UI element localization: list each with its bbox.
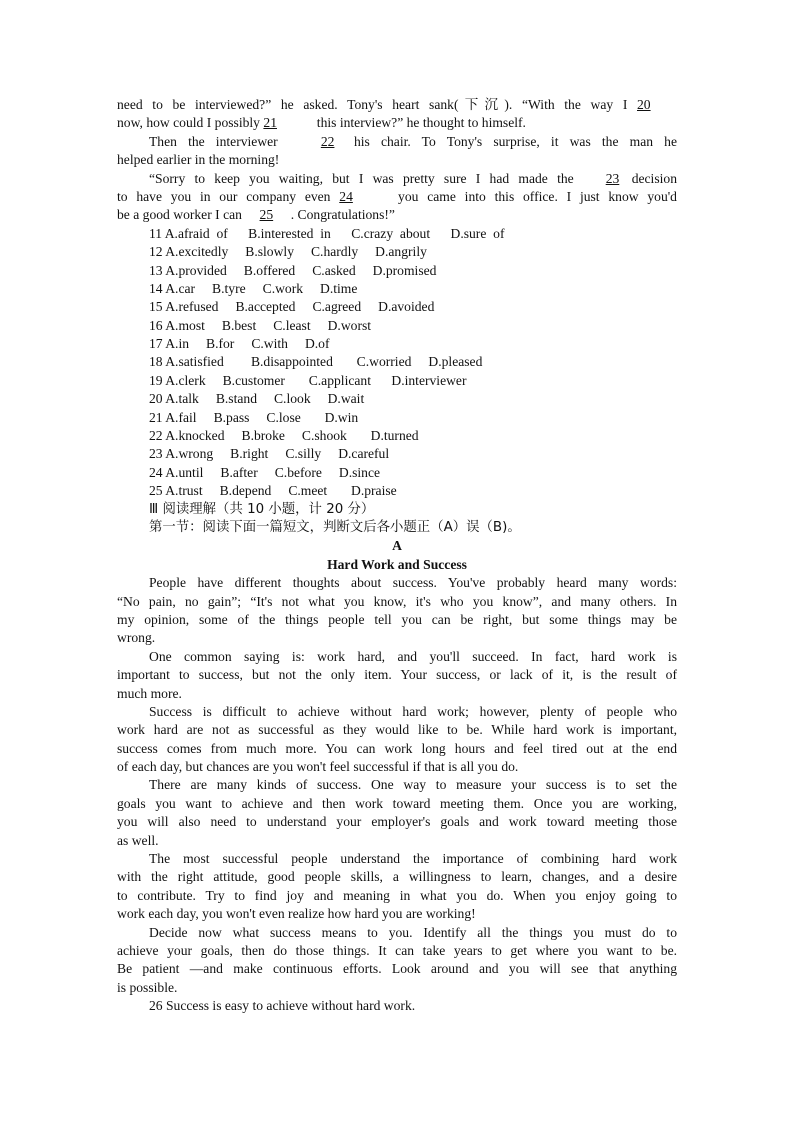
article-line: much more. [117, 685, 182, 701]
option-line: 16 A.most B.best C.least D.worst [149, 317, 372, 333]
passage-line-3: Then the interviewer 22 his chair. To Tony's surprise, it was the man he [117, 133, 677, 151]
article-line: “No pain, no gain”; “It's not what you know, it's who you know”, and many others. In [117, 593, 677, 609]
option-line: 13 A.provided B.offered C.asked D.promised [149, 262, 437, 278]
article-line: achieve your goals, then do those things. It can take years to get where you want to be. [117, 942, 677, 958]
blank-20: 20 [637, 97, 651, 112]
blank-25: 25 [259, 207, 274, 223]
article-line: important to success, but not the only item. Your success, or lack of it, is the result of [117, 667, 677, 683]
option-line: 15 A.refused B.accepted C.agreed D.avoided [149, 299, 435, 315]
article-line: Be patient —and make continuous efforts. Look around and you will see that anything [117, 961, 677, 977]
article-line: with the right attitude, good people skills, a willingness to learn, changes, and a desire [117, 869, 677, 885]
article-line: The most successful people understand the importance of combining hard work [149, 851, 677, 867]
passage-line-4: helped earlier in the morning! [117, 152, 280, 168]
blank-24: 24 [339, 188, 353, 204]
option-line: 20 A.talk B.stand C.look D.wait [149, 391, 365, 407]
article-line: Success is difficult to achieve without hard work; however, plenty of people who [149, 703, 677, 719]
article-line: success comes from much more. You can work long hours and feel tired out at the end [117, 740, 677, 756]
option-line: 22 A.knocked B.broke C.shook D.turned [149, 428, 419, 444]
article-line: as well. [117, 832, 159, 848]
option-line: 12 A.excitedly B.slowly C.hardly D.angrily [149, 244, 427, 260]
article-line: People have different thoughts about success. You've probably heard many words: [149, 575, 677, 591]
article-line: my opinion, some of the things people tell you can be right, but some things may be [117, 611, 677, 627]
article-title: Hard Work and Success [327, 556, 467, 572]
option-line: 14 A.car B.tyre C.work D.time [149, 280, 358, 296]
blank-21: 21 [263, 115, 277, 131]
passage-line-1: need to be interviewed?” he asked. Tony's heart sank(下沉). “With the way I 20 [117, 96, 677, 114]
article-line: One common saying is: work hard, and you'll succeed. In fact, hard work is [149, 648, 677, 664]
question-26: 26 Success is easy to achieve without hard work. [149, 998, 416, 1014]
article-line: wrong. [117, 630, 156, 646]
article-line: to contribute. Try to find joy and meaning in what you do. When you enjoy going to [117, 887, 677, 903]
article-line: Decide now what success means to you. Identify all the things you must do to [149, 924, 677, 940]
options-list [117, 225, 677, 501]
section-instruction: 第一节：阅读下面一篇短文，判断文后各小题正（A）误（B)。 [149, 519, 521, 535]
option-line: 11 A.afraid of B.interested in C.crazy about D.sure of [149, 225, 505, 241]
article-line: work hard are not as successful as they would like to be. While hard work is important, [117, 722, 677, 738]
passage-line-2: now, how could I possibly 21 this interview?” he thought to himself. [117, 114, 677, 132]
option-line: 24 A.until B.after C.before D.since [149, 464, 381, 480]
passage-line-5: “Sorry to keep you waiting, but I was pretty sure I had made the 23 decision [117, 170, 677, 188]
passage-line-7: be a good worker I can 25 . Congratulations!” [117, 206, 677, 224]
exam-page [117, 96, 677, 1016]
option-line: 19 A.clerk B.customer C.applicant D.interviewer [149, 372, 467, 388]
passage-line-6: to have you in our company even 24 you came into this office. I just know you'd [117, 188, 677, 206]
blank-23: 23 [605, 170, 620, 186]
option-line: 18 A.satisfied B.disappointed C.worried D.pleased [149, 354, 483, 370]
option-line: 23 A.wrong B.right C.silly D.careful [149, 446, 390, 462]
option-line: 25 A.trust B.depend C.meet D.praise [149, 483, 397, 499]
article-line: There are many kinds of success. One way to measure your success is to set the [149, 777, 677, 793]
option-line: 21 A.fail B.pass C.lose D.win [149, 409, 359, 425]
article-line: you will also need to understand your employer's goals and work toward meeting those [117, 814, 677, 830]
article-line: work each day, you won't even realize how hard you are working! [117, 906, 476, 922]
article-line: goals you want to achieve and then work toward meeting them. Once you are working, [117, 795, 677, 811]
option-line: 17 A.in B.for C.with D.of [149, 336, 330, 352]
article-line: of each day, but chances are you won't feel successful if that is all you do. [117, 759, 519, 775]
article-line: is possible. [117, 979, 178, 995]
blank-22: 22 [320, 133, 335, 149]
article-label: A [392, 538, 402, 554]
article-body [117, 574, 677, 997]
section-heading: Ⅲ 阅读理解（共 10 小题，计 20 分） [149, 501, 375, 517]
